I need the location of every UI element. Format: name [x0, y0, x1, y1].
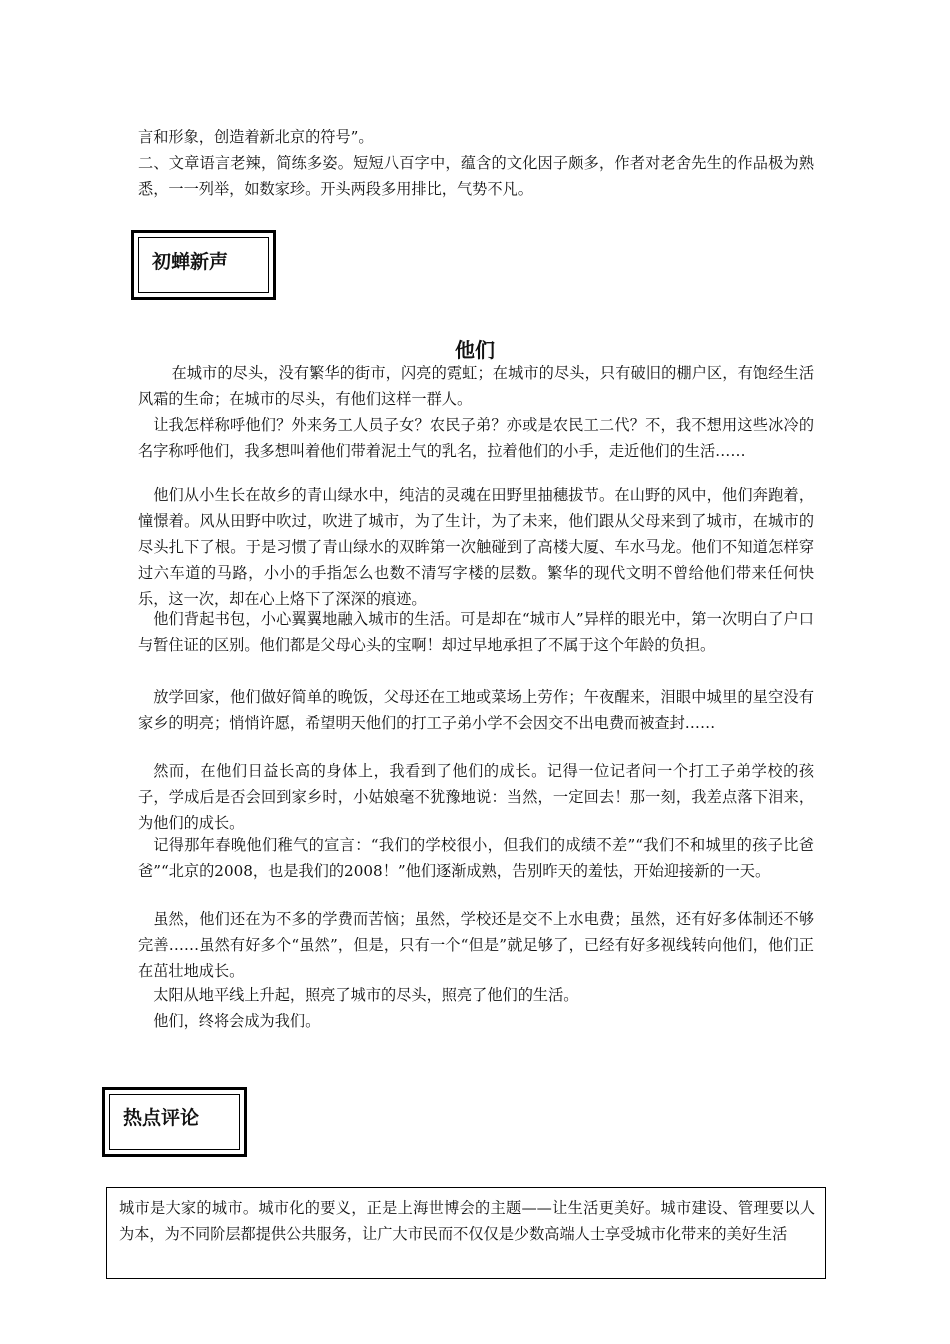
- article-paragraph: 太阳从地平线上升起，照亮了城市的尽头，照亮了他们的生活。: [153, 986, 579, 1004]
- article-paragraph: 他们从小生长在故乡的青山绿水中，纯洁的灵魂在田野里抽穗拔节。在山野的风中，他们奔跑着，憧憬着。风从田野中吹过，吹进了城市，为了生计，为了未来，他们跟从父母来到了城市，在城市的尽头扎下了根。于是习惯了青山绿水的双眸第一次触碰到了高楼大厦、车水马龙。他们不知道怎样穿过六车道的马路，小小的手指怎么也数不清写字楼的层数。繁华的现代文明不曾给他们带来任何快乐，这一次，却在心上烙下了深深的痕迹。: [138, 486, 814, 608]
- section-heading-label: 初蝉新声: [152, 251, 229, 273]
- article-paragraph: 放学回家，他们做好简单的晚饭，父母还在工地或菜场上劳作；午夜醒来，泪眼中城里的星空没有家乡的明亮；悄悄许愿，希望明天他们的打工子弟小学不会因交不出电费而被查封……: [138, 688, 814, 732]
- analysis-paragraph: 二、文章语言老辣，简练多姿。短短八百字中，蕴含的文化因子颇多，作者对老舍先生的作品极为熟悉，一一列举，如数家珍。开头两段多用排比，气势不凡。: [138, 154, 814, 198]
- section-heading-box: [131, 230, 276, 300]
- article-paragraph: 在城市的尽头，没有繁华的街市，闪亮的霓虹；在城市的尽头，只有破旧的棚户区，有饱经生活风霜的生命；在城市的尽头，有他们这样一群人。: [138, 364, 814, 408]
- comment-text: 城市是大家的城市。城市化的要义，正是上海世博会的主题——让生活更美好。城市建设、管理要以人为本，为不同阶层都提供公共服务，让广大市民而不仅仅是少数高端人士享受城市化带来的美好生活: [119, 1199, 815, 1243]
- article-closing-line: 他们，终将会成为我们。: [153, 1012, 321, 1030]
- article-paragraph: 让我怎样称呼他们？外来务工人员子女？农民子弟？亦或是农民工二代？不，我不想用这些冰冷的名字称呼他们，我多想叫着他们带着泥土气的乳名，拉着他们的小手，走近他们的生活……: [138, 416, 814, 460]
- article-paragraph: 然而，在他们日益长高的身体上，我看到了他们的成长。记得一位记者问一个打工子弟学校的孩子，学成后是否会回到家乡时，小姑娘毫不犹豫地说：当然，一定回去！那一刻，我差点落下泪来，为他们的成长。: [138, 762, 814, 832]
- article-paragraph: 记得那年春晚他们稚气的宣言：“我们的学校很小，但我们的成绩不差”“我们不和城里的孩子比爸爸”“北京的2008，也是我们的2008！”他们逐渐成熟，告别昨天的羞怯，开始迎接新的一天。: [138, 836, 814, 880]
- article-paragraph: 虽然，他们还在为不多的学费而苦恼；虽然，学校还是交不上水电费；虽然，还有好多体制还不够完善……虽然有好多个“虽然”，但是，只有一个“但是”就足够了，已经有好多视线转向他们，他们正在茁壮地成长。: [138, 910, 814, 980]
- article-paragraph: 他们背起书包，小心翼翼地融入城市的生活。可是却在“城市人”异样的眼光中，第一次明白了户口与暂住证的区别。他们都是父母心头的宝啊！却过早地承担了不属于这个年龄的负担。: [138, 610, 814, 654]
- section-heading-label: 热点评论: [123, 1107, 200, 1129]
- comment-box: [106, 1187, 826, 1279]
- section-heading-box: [102, 1087, 247, 1157]
- intro-line: 言和形象，创造着新北京的符号”。: [138, 128, 374, 146]
- article-title: 他们: [455, 338, 495, 362]
